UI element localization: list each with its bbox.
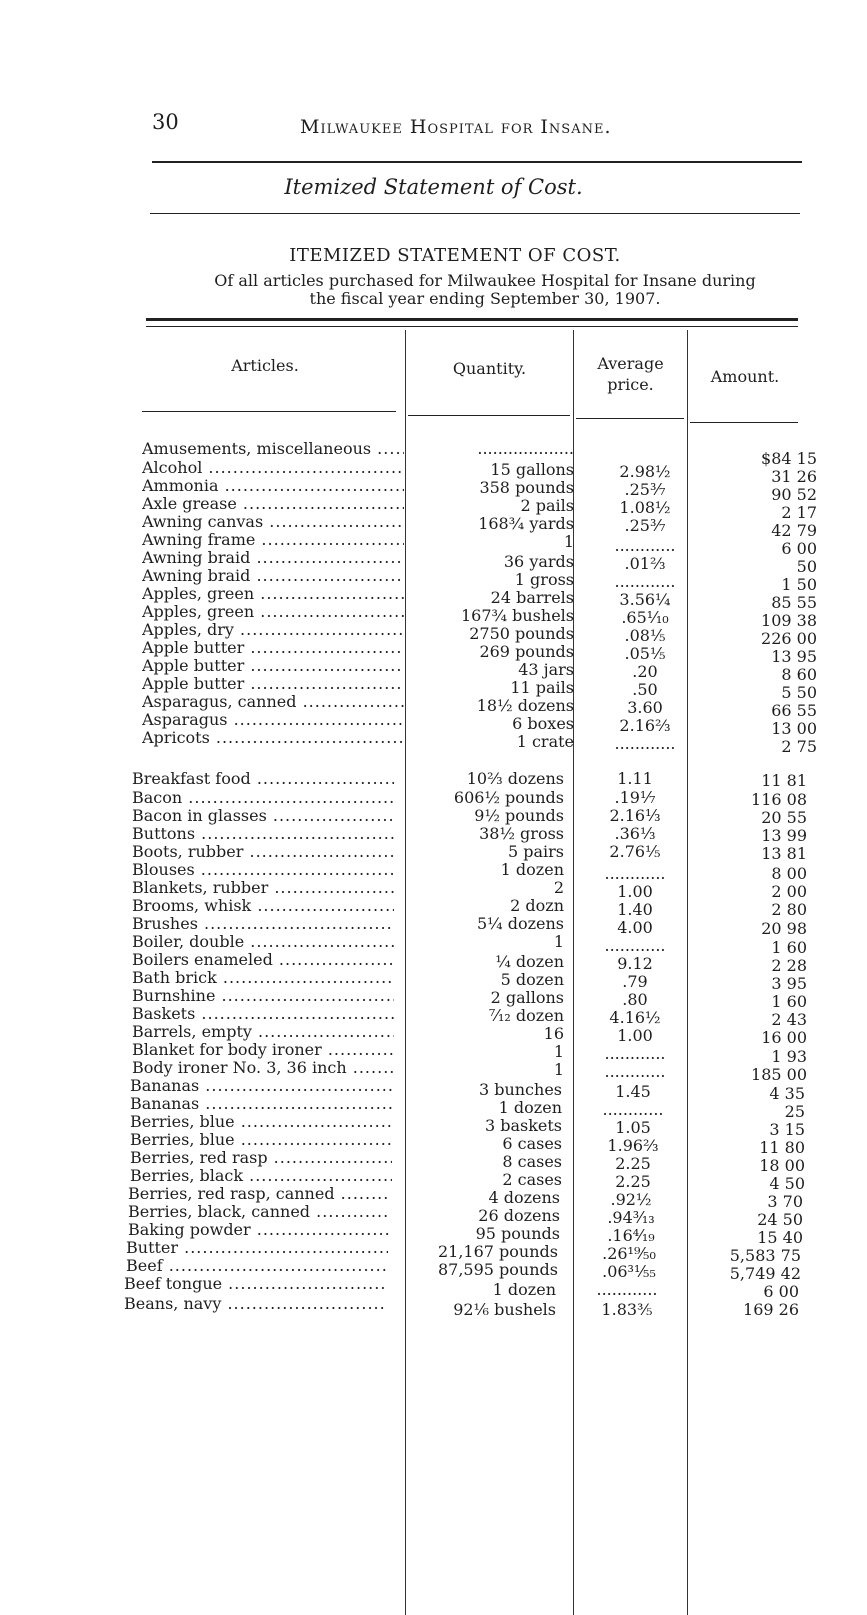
table-row	[130, 1149, 822, 1175]
article-name: Apples, green .....	[142, 603, 404, 621]
amount: 1 50	[781, 575, 817, 594]
top-rule	[152, 161, 802, 163]
average-price: .08⅕	[624, 626, 666, 645]
table-row	[130, 1167, 822, 1193]
article-name: Berries, blue .....	[130, 1113, 392, 1131]
quantity: 2750 pounds	[469, 624, 574, 643]
article-name: Blanket for body ironer .....	[132, 1041, 394, 1059]
article-name: Beans, navy .....	[124, 1295, 386, 1313]
amount: $84 15	[761, 449, 817, 468]
average-price: 1.40	[617, 900, 653, 919]
quantity: 2 gallons	[490, 988, 564, 1007]
quantity: ¼ dozen	[495, 952, 564, 971]
quantity: 167¾ bushels	[461, 606, 574, 625]
article-name: Alcohol .....	[142, 459, 404, 477]
average-price: 2.98½	[619, 462, 671, 481]
amount: 5,749 42	[729, 1264, 801, 1283]
table-subtitle	[170, 272, 800, 308]
average-price: 2.25	[615, 1172, 651, 1191]
amount: 169 26	[743, 1300, 799, 1319]
amount: 3 95	[771, 974, 807, 993]
table-row	[132, 807, 822, 825]
header-rule-articles	[142, 411, 396, 412]
average-price: 2.25	[615, 1154, 651, 1173]
quantity: 1 gross	[514, 570, 574, 589]
average-price: .79	[622, 972, 648, 991]
article-name: Awning frame .....	[142, 531, 404, 549]
average-price: .92½	[610, 1190, 652, 1209]
article-name: Blankets, rubber .....	[132, 879, 394, 897]
table-row	[132, 1041, 822, 1066]
article-name: Breakfast food .....	[132, 770, 394, 788]
table-row	[126, 1257, 822, 1283]
quantity: 5¼ dozens	[476, 914, 564, 933]
amount: 2 17	[781, 503, 817, 522]
amount: 25	[784, 1102, 805, 1121]
quantity: 15 gallons	[490, 460, 574, 479]
average-price: .25³⁄₇	[624, 480, 666, 499]
article-name: Body ironer No. 3, 36 inch .....	[132, 1059, 394, 1077]
quantity: 6 cases	[502, 1134, 562, 1153]
table-row	[142, 657, 822, 684]
article-name: Bananas .....	[130, 1095, 392, 1113]
table-row	[132, 969, 822, 993]
average-price: .80	[622, 990, 648, 1009]
quantity: 606½ pounds	[453, 788, 564, 807]
table-row	[142, 585, 822, 612]
amount: 4 35	[769, 1084, 805, 1103]
table-row	[142, 639, 822, 666]
average-price: .65¹⁄₁₀	[621, 608, 669, 627]
amount: 20 55	[761, 808, 807, 827]
quantity: 2	[553, 878, 564, 897]
quantity: 21,167 pounds	[437, 1242, 558, 1261]
article-name: Boots, rubber .....	[132, 843, 394, 861]
amount: 5 50	[781, 683, 817, 702]
table-row	[126, 1239, 822, 1265]
amount: 226 00	[761, 629, 817, 648]
amount: 2 28	[771, 956, 807, 975]
amount: 109 38	[761, 611, 817, 630]
article-name: Baking powder .....	[128, 1221, 390, 1239]
article-name: Blouses .....	[132, 861, 394, 879]
article-name: Apple butter .....	[142, 657, 404, 675]
amount: 8 00	[771, 864, 807, 883]
amount: 42 79	[771, 521, 817, 540]
article-name: Awning braid .....	[142, 549, 404, 567]
average-price: 4.00	[617, 918, 653, 937]
column-header-amount: Amount.	[710, 367, 780, 386]
page-number: 30	[152, 110, 179, 134]
amount: 66 55	[771, 701, 817, 720]
article-name: Baskets .....	[132, 1005, 394, 1023]
average-price: 1.96⅔	[607, 1136, 659, 1155]
average-price: ............	[604, 936, 666, 955]
amount: 3 15	[769, 1120, 805, 1139]
amount: 5,583 75	[729, 1246, 801, 1265]
amount: 11 80	[759, 1138, 805, 1157]
average-price: .01⅔	[624, 554, 666, 573]
quantity: ...................	[477, 439, 574, 458]
article-name: Asparagus, canned .....	[142, 693, 404, 711]
table-row	[128, 1203, 822, 1229]
average-price: 2.16¹⁄₃	[609, 806, 661, 825]
article-name: Apple butter .....	[142, 639, 404, 657]
section-caption: Itemized Statement of Cost.	[284, 175, 583, 199]
quantity: 1 dozen	[492, 1280, 556, 1299]
quantity: 95 pounds	[475, 1224, 560, 1243]
article-name: Berries, red rasp .....	[130, 1149, 392, 1167]
average-price: .94³⁄₁₃	[607, 1208, 655, 1227]
quantity: 6 boxes	[512, 714, 574, 733]
quantity: 1 dozen	[498, 1098, 562, 1117]
table-subtitle-line-1: Of all articles purchased for Milwaukee Hospital for Insane during	[214, 271, 756, 290]
article-name: Amusements, miscellaneous .....	[142, 440, 404, 458]
average-price: .06³¹⁄₅₅	[602, 1262, 656, 1281]
quantity: 26 dozens	[478, 1206, 560, 1225]
article-name: Apples, green .....	[142, 585, 404, 603]
table-row	[132, 914, 822, 938]
header-rule-price	[576, 418, 684, 419]
average-price: 1.45	[615, 1082, 651, 1101]
amount: 18 00	[759, 1156, 805, 1175]
quantity: 2 dozn	[510, 896, 564, 915]
table-row	[130, 1113, 822, 1139]
average-price: 4.16½	[609, 1008, 661, 1027]
table-row	[142, 549, 822, 576]
article-name: Asparagus .....	[142, 711, 404, 729]
table-row	[132, 951, 822, 975]
amount: 2 75	[781, 737, 817, 756]
quantity: 3 baskets	[484, 1116, 562, 1135]
quantity: 38½ gross	[479, 824, 564, 843]
amount: 90 52	[771, 485, 817, 504]
article-name: Boilers enameled .....	[132, 951, 394, 969]
column-header-average-price	[578, 353, 683, 395]
amount: 15 40	[757, 1228, 803, 1247]
quantity: 43 jars	[518, 660, 574, 679]
amount: 1 93	[771, 1047, 807, 1066]
amount: 1 60	[771, 992, 807, 1011]
average-price: .20	[632, 662, 658, 681]
average-price: .05⅕	[624, 644, 666, 663]
average-price: .50	[632, 680, 658, 699]
quantity: 3 bunches	[478, 1080, 562, 1099]
table-row	[124, 1295, 822, 1319]
header-rule-quantity	[408, 415, 570, 416]
amount: 20 98	[761, 919, 807, 938]
average-price: 1.11	[617, 769, 653, 788]
article-name: Berries, blue .....	[130, 1131, 392, 1149]
amount: 2 00	[771, 882, 807, 901]
amount: 13 81	[761, 844, 807, 863]
amount: 13 95	[771, 647, 817, 666]
amount: 3 70	[767, 1192, 803, 1211]
quantity: 11 pails	[510, 678, 574, 697]
quantity: 92⅙ bushels	[453, 1300, 556, 1319]
quantity: 4 dozens	[488, 1188, 560, 1207]
average-price: .26¹⁹⁄₅₀	[602, 1244, 656, 1263]
article-name: Beef .....	[126, 1257, 388, 1275]
article-name: Axle grease .....	[142, 495, 404, 513]
average-price: 1.00	[617, 882, 653, 901]
article-name: Beef tongue .....	[124, 1275, 386, 1293]
article-name: Brooms, whisk .....	[132, 897, 394, 915]
amount: 16 00	[761, 1028, 807, 1047]
article-name: Apples, dry .....	[142, 621, 404, 639]
amount: 13 99	[761, 826, 807, 845]
article-name: Bacon in glasses .....	[132, 807, 394, 825]
amount: 6 00	[763, 1282, 799, 1301]
average-price: 1.08½	[619, 498, 671, 517]
quantity: 24 barrels	[490, 588, 574, 607]
average-price: ............	[604, 864, 666, 883]
quantity: 36 yards	[503, 552, 574, 571]
table-row	[124, 1275, 822, 1301]
average-price: 9.12	[617, 954, 653, 973]
quantity: ⁷⁄₁₂ dozen	[488, 1006, 564, 1025]
table-subtitle-line-2: the fiscal year ending September 30, 1907.	[309, 289, 661, 308]
average-price: 1.00	[617, 1026, 653, 1045]
amount: 1 60	[771, 938, 807, 957]
article-name: Buttons .....	[132, 825, 394, 843]
amount: 50	[796, 557, 817, 576]
amount: 24 50	[757, 1210, 803, 1229]
amount: 85 55	[771, 593, 817, 612]
amount: 4 50	[769, 1174, 805, 1193]
article-name: Brushes .....	[132, 915, 394, 933]
amount: 8 60	[781, 665, 817, 684]
table-row	[132, 843, 822, 861]
running-title: Milwaukee Hospital for Insane.	[300, 116, 612, 138]
table-title: ITEMIZED STATEMENT OF COST.	[289, 245, 621, 266]
table-row	[132, 770, 822, 788]
quantity: 18½ dozens	[476, 696, 574, 715]
average-price: ............	[596, 1280, 658, 1299]
amount: 116 08	[751, 790, 807, 809]
average-price: ............	[614, 572, 676, 591]
quantity: 1	[553, 932, 564, 951]
average-price: ............	[604, 1044, 666, 1063]
quantity: 1	[553, 1042, 564, 1061]
column-header-price-line-2: price.	[607, 375, 654, 394]
article-name: Burnshine .....	[132, 987, 394, 1005]
article-name: Awning braid .....	[142, 567, 404, 585]
average-price: .36⅓	[614, 824, 656, 843]
average-price: .25³⁄₇	[624, 516, 666, 535]
amount: 6 00	[781, 539, 817, 558]
average-price: 3.56¼	[619, 590, 671, 609]
table-row	[132, 825, 822, 843]
quantity: 10⅔ dozens	[466, 769, 564, 788]
table-row	[132, 860, 822, 883]
table-row	[132, 789, 822, 807]
average-price: 1.83⅗	[601, 1300, 653, 1319]
table-row	[132, 987, 822, 1011]
table-row	[130, 1095, 822, 1121]
article-name: Apple butter .....	[142, 675, 404, 693]
amount: 13 00	[771, 719, 817, 738]
quantity: 5 pairs	[507, 842, 564, 861]
quantity: 1 crate	[516, 732, 574, 751]
amount: 185 00	[751, 1065, 807, 1084]
article-name: Bacon .....	[132, 789, 394, 807]
column-header-articles: Articles.	[231, 356, 299, 375]
quantity: 1	[563, 532, 574, 551]
table-row	[132, 896, 822, 919]
quantity: 2 pails	[520, 496, 574, 515]
quantity: 87,595 pounds	[437, 1260, 558, 1279]
average-price: ............	[602, 1100, 664, 1119]
article-name: Boiler, double .....	[132, 933, 394, 951]
table-row	[132, 1005, 822, 1029]
quantity: 1 dozen	[500, 860, 564, 879]
table-row	[128, 1221, 822, 1247]
table-row	[130, 1131, 822, 1157]
table-row	[128, 1185, 822, 1211]
article-name: Ammonia .....	[142, 477, 404, 495]
average-price: .19¹⁄₇	[614, 788, 656, 807]
table-row	[132, 932, 822, 957]
amount: 2 43	[771, 1010, 807, 1029]
average-price: ............	[614, 734, 676, 753]
quantity: 8 cases	[502, 1152, 562, 1171]
article-name: Apricots .....	[142, 729, 404, 747]
column-header-price-line-1: Average	[597, 354, 664, 373]
table-row	[142, 729, 822, 756]
table-row	[142, 693, 822, 720]
quantity: 9½ pounds	[474, 806, 564, 825]
average-price: 2.16⅔	[619, 716, 671, 735]
average-price: 1.05	[615, 1118, 651, 1137]
table-row	[130, 1077, 822, 1103]
article-name: Barrels, empty .....	[132, 1023, 394, 1041]
table-row	[132, 878, 822, 901]
quantity: 2 cases	[502, 1170, 562, 1189]
average-price: .16⁴⁄₁₉	[607, 1226, 655, 1245]
amount: 2 80	[771, 900, 807, 919]
average-price: 3.60	[627, 698, 663, 717]
average-price: ............	[614, 536, 676, 555]
table-row	[132, 1059, 822, 1084]
article-name: Berries, black .....	[130, 1167, 392, 1185]
caption-rule	[150, 213, 800, 214]
quantity: 358 pounds	[479, 478, 574, 497]
amount: 31 26	[771, 467, 817, 486]
header-rule-amount	[690, 422, 798, 423]
column-header-quantity: Quantity.	[452, 359, 527, 378]
table-row	[132, 1023, 822, 1047]
quantity: 1	[553, 1060, 564, 1079]
quantity: 16	[543, 1024, 564, 1043]
quantity: 168¾ yards	[478, 514, 574, 533]
table-top-rule-thin	[146, 326, 798, 327]
article-name: Butter .....	[126, 1239, 388, 1257]
amount: 11 81	[761, 771, 807, 790]
article-name: Berries, black, canned .....	[128, 1203, 390, 1221]
average-price: ............	[604, 1062, 666, 1081]
table-top-rule	[146, 318, 798, 321]
article-name: Awning canvas .....	[142, 513, 404, 531]
article-name: Bananas .....	[130, 1077, 392, 1095]
average-price: 2.76⅕	[609, 842, 661, 861]
article-name: Bath brick .....	[132, 969, 394, 987]
quantity: 269 pounds	[479, 642, 574, 661]
quantity: 5 dozen	[500, 970, 564, 989]
article-name: Berries, red rasp, canned .....	[128, 1185, 390, 1203]
